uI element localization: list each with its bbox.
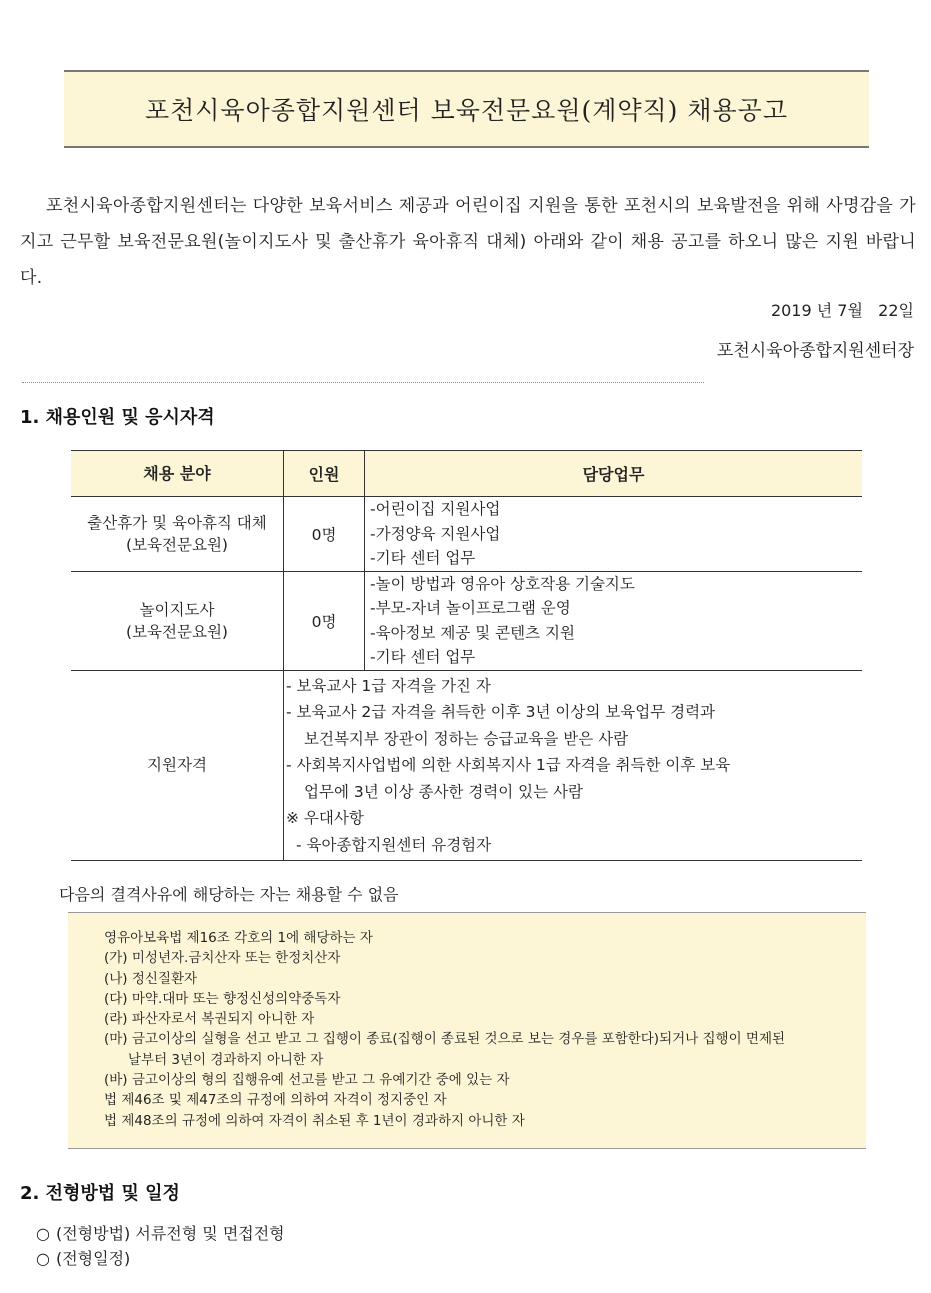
qualification-line: ※ 우대사항 [286, 809, 364, 827]
duty-item: -가정양육 지원사업 [370, 524, 501, 543]
table-row [71, 497, 862, 572]
title-text: 포천시육아종합지원센터 보육전문요원(계약직) 채용공고 [144, 96, 788, 125]
section2-heading: 2. 전형방법 및 일정 [20, 1183, 180, 1204]
circle-bullet-icon: ○ [36, 1249, 50, 1268]
table-row [71, 571, 862, 670]
list-item: 영유아보육법 제16조 각호의 1에 해당하는 자 [104, 930, 373, 946]
duty-item: -기타 센터 업무 [370, 549, 476, 567]
qualification-cell [284, 670, 863, 861]
duty-item: -놀이 방법과 영유아 상호작용 기술지도 [370, 574, 635, 593]
list-item: 법 제48조의 규정에 의하여 자격이 취소된 후 1년이 경과하지 아니한 자 [104, 1112, 525, 1129]
list-item: 법 제46조 및 제47조의 규정에 의하여 자격이 정지중인 자 [104, 1092, 447, 1109]
list-item: (다) 마약.대마 또는 향정신성의약중독자 [104, 990, 341, 1007]
field-role: (보육전문요원) [126, 535, 228, 554]
field-cell [71, 497, 284, 572]
schedule-item [36, 1246, 130, 1269]
duties-cell [365, 571, 863, 670]
field-name: 출산휴가 및 육아휴직 대체 [87, 513, 267, 532]
list-item: (가) 미성년자.금치산자 또는 한정치산자 [104, 950, 341, 967]
qualification-line: - 사회복지사업법에 의한 사회복지사 1급 자격을 취득한 이후 보육 [286, 756, 731, 774]
list-item: (바) 금고이상의 형의 집행유예 선고를 받고 그 유예기간 중에 있는 자 [104, 1072, 510, 1089]
list-item: (나) 정신질환자 [104, 970, 198, 987]
qualification-line: - 보육교사 2급 자격을 취득한 이후 3년 이상의 보육업무 경력과 [286, 703, 716, 721]
duty-item: -기타 센터 업무 [370, 648, 476, 666]
schedule-text: (전형일정) [55, 1249, 131, 1268]
qualification-line: 업무에 3년 이상 종사한 경력이 있는 사람 [304, 782, 583, 801]
field-cell [71, 571, 284, 670]
circle-bullet-icon: ○ [36, 1224, 50, 1243]
field-name: 놀이지도사 [139, 600, 215, 619]
section1-heading: 1. 채용인원 및 응시자격 [20, 407, 215, 428]
field-role: (보육전문요원) [126, 622, 228, 641]
disqualification-label: 다음의 결격사유에 해당하는 자는 채용할 수 없음 [59, 885, 399, 904]
qualification-row [71, 670, 862, 861]
duty-item: -어린이집 지원사업 [370, 500, 501, 518]
duty-item: -육아정보 제공 및 콘텐츠 지원 [370, 623, 575, 642]
schedule-text: (전형방법) 서류전형 및 면접전형 [55, 1224, 285, 1243]
header-count: 인원 [284, 451, 365, 497]
qualification-line: 보건복지부 장관이 정하는 승급교육을 받은 사람 [304, 729, 629, 748]
qualification-line: - 보육교사 1급 자격을 가진 자 [286, 676, 491, 695]
disqualification-list [104, 928, 785, 1131]
list-item: 날부터 3년이 경과하지 아니한 자 [128, 1051, 324, 1068]
header-field: 채용 분야 [71, 451, 284, 497]
count-cell: 0명 [284, 497, 365, 572]
duty-item: -부모-자녀 놀이프로그램 운영 [370, 599, 571, 617]
recruitment-table [71, 450, 862, 861]
list-item: (마) 금고이상의 실형을 선고 받고 그 집행이 종료(집행이 종료된 것으로 보는 경우를 포함한다)되거나 집행이 면제된 [104, 1031, 786, 1048]
dotted-divider [22, 382, 704, 383]
list-item: (라) 파산자로서 복권되지 아니한 자 [104, 1011, 315, 1028]
announcement-title [64, 70, 869, 148]
announcement-date: 2019 년 7월 22일 [770, 301, 914, 320]
count-cell: 0명 [284, 571, 365, 670]
table-header-row [71, 451, 862, 497]
header-duties: 담당업무 [365, 451, 863, 497]
signatory: 포천시육아종합지원센터장 [716, 341, 914, 361]
qualification-label: 지원자격 [147, 756, 207, 775]
intro-paragraph [20, 188, 916, 296]
duties-cell [365, 497, 863, 572]
schedule-item [36, 1221, 285, 1244]
intro-text: 포천시육아종합지원센터는 다양한 보육서비스 제공과 어린이집 지원을 통한 포천시의 보육발전을 위해 사명감을 가지고 근무할 보육전문요원(놀이지도사 및 출산휴가 육아휴직 대체) 아래와 같이 채용 공고를 하오니 많은 지원 바랍니다. [20, 196, 916, 288]
qualification-line: - 육아종합지원센터 유경험자 [296, 835, 492, 854]
